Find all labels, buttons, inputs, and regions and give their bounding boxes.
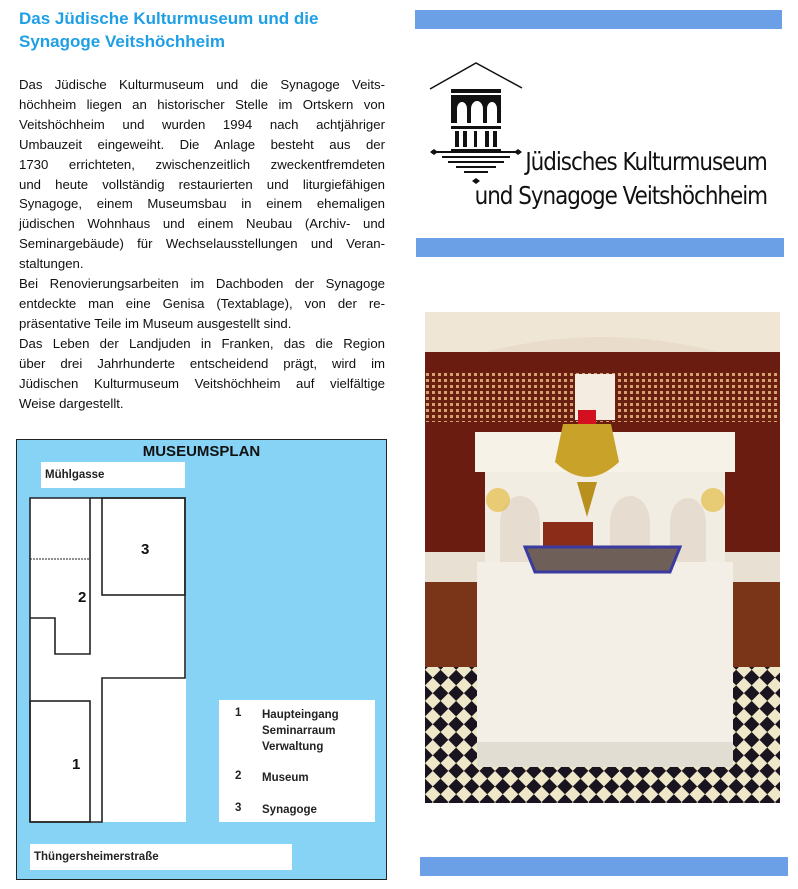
- body-text-line: Jüdischen Kulturmuseum Veitshöchheim auf vielfältige: [19, 375, 385, 391]
- body-text-line: Das Jüdische Kulturmuseum und die Synagoge Veits-: [19, 77, 385, 92]
- body-text-line: Weise dargestellt.: [19, 395, 124, 411]
- legend-number: 3: [235, 802, 242, 814]
- body-text-line: Umbauzeit eingeweiht. Die Anlage besteht aus der: [19, 136, 385, 152]
- map-legend: [219, 700, 375, 822]
- building-label-3: 3: [141, 541, 150, 558]
- body-text-line: Das Leben der Landjuden in Franken, das die Region: [19, 335, 385, 351]
- decorative-bar-middle: [416, 238, 784, 257]
- decorative-bar-bottom: [420, 857, 788, 876]
- title-line-2: Synagoge Veitshöchheim: [19, 32, 225, 51]
- page-title: [19, 7, 389, 53]
- body-text-line: höchheim liegen an historischer Stelle im Ortskern von: [19, 96, 385, 112]
- body-text-line: 1730 errichteten, zwischenzeitlich zweckentfremdeten: [19, 156, 385, 172]
- body-text-line: Seminargebäude) für Wechselausstellungen und Veran-: [19, 236, 385, 252]
- body-text-line: staltungen.: [19, 256, 84, 272]
- body-text: [19, 75, 385, 413]
- museum-logo-icon: [428, 60, 524, 186]
- body-text-line: Bei Renovierungsarbeiten im Dachboden der Synagoge: [19, 276, 385, 292]
- logo-text-line-2: und Synagoge Veitshöchheim: [474, 181, 767, 210]
- museum-plan-title: MUSEUMSPLAN: [142, 443, 261, 460]
- legend-text: Synagoge: [262, 804, 317, 816]
- body-text-line: jüdischen Wohnhaus und einem Neubau (Archiv- und: [19, 216, 385, 232]
- logo-text-line-1: Jüdisches Kulturmuseum: [525, 147, 767, 176]
- building-label-2: 2: [78, 589, 87, 606]
- street-label-muehlgasse: Mühlgasse: [41, 462, 185, 488]
- legend-text: Verwaltung: [262, 741, 324, 753]
- body-text-line: und heute vollständig restaurierten und liturgiefähigen: [19, 176, 385, 192]
- building-label-1: 1: [72, 756, 81, 773]
- title-line-1: Das Jüdische Kulturmuseum und die: [19, 9, 319, 28]
- building-outlines: [30, 498, 186, 822]
- body-text-line: präsentative Teile im Museum ausgestellt sind.: [19, 315, 292, 331]
- body-text-line: Synagoge, einem Museumsbau in einem ehemaligen: [19, 196, 385, 212]
- museum-plan: [16, 439, 387, 880]
- body-text-line: Veitshöchheim und wurden 1994 nach achtjähriger: [19, 116, 385, 132]
- legend-number: 2: [235, 770, 242, 782]
- legend-text: Museum: [262, 772, 309, 784]
- body-text-line: über drei Jahrhunderte entscheidend prägt, wird im: [19, 355, 385, 371]
- legend-text: Seminarraum: [262, 725, 336, 737]
- legend-text: Haupteingang: [262, 709, 339, 721]
- decorative-bar-top: [415, 10, 782, 29]
- body-text-line: entdeckte man eine Genisa (Textablage), von der re-: [19, 295, 385, 311]
- street-label-thuengersheimerstrasse: Thüngersheimerstraße: [30, 844, 292, 870]
- synagogue-interior-photo: [425, 312, 780, 803]
- legend-number: 1: [235, 707, 242, 719]
